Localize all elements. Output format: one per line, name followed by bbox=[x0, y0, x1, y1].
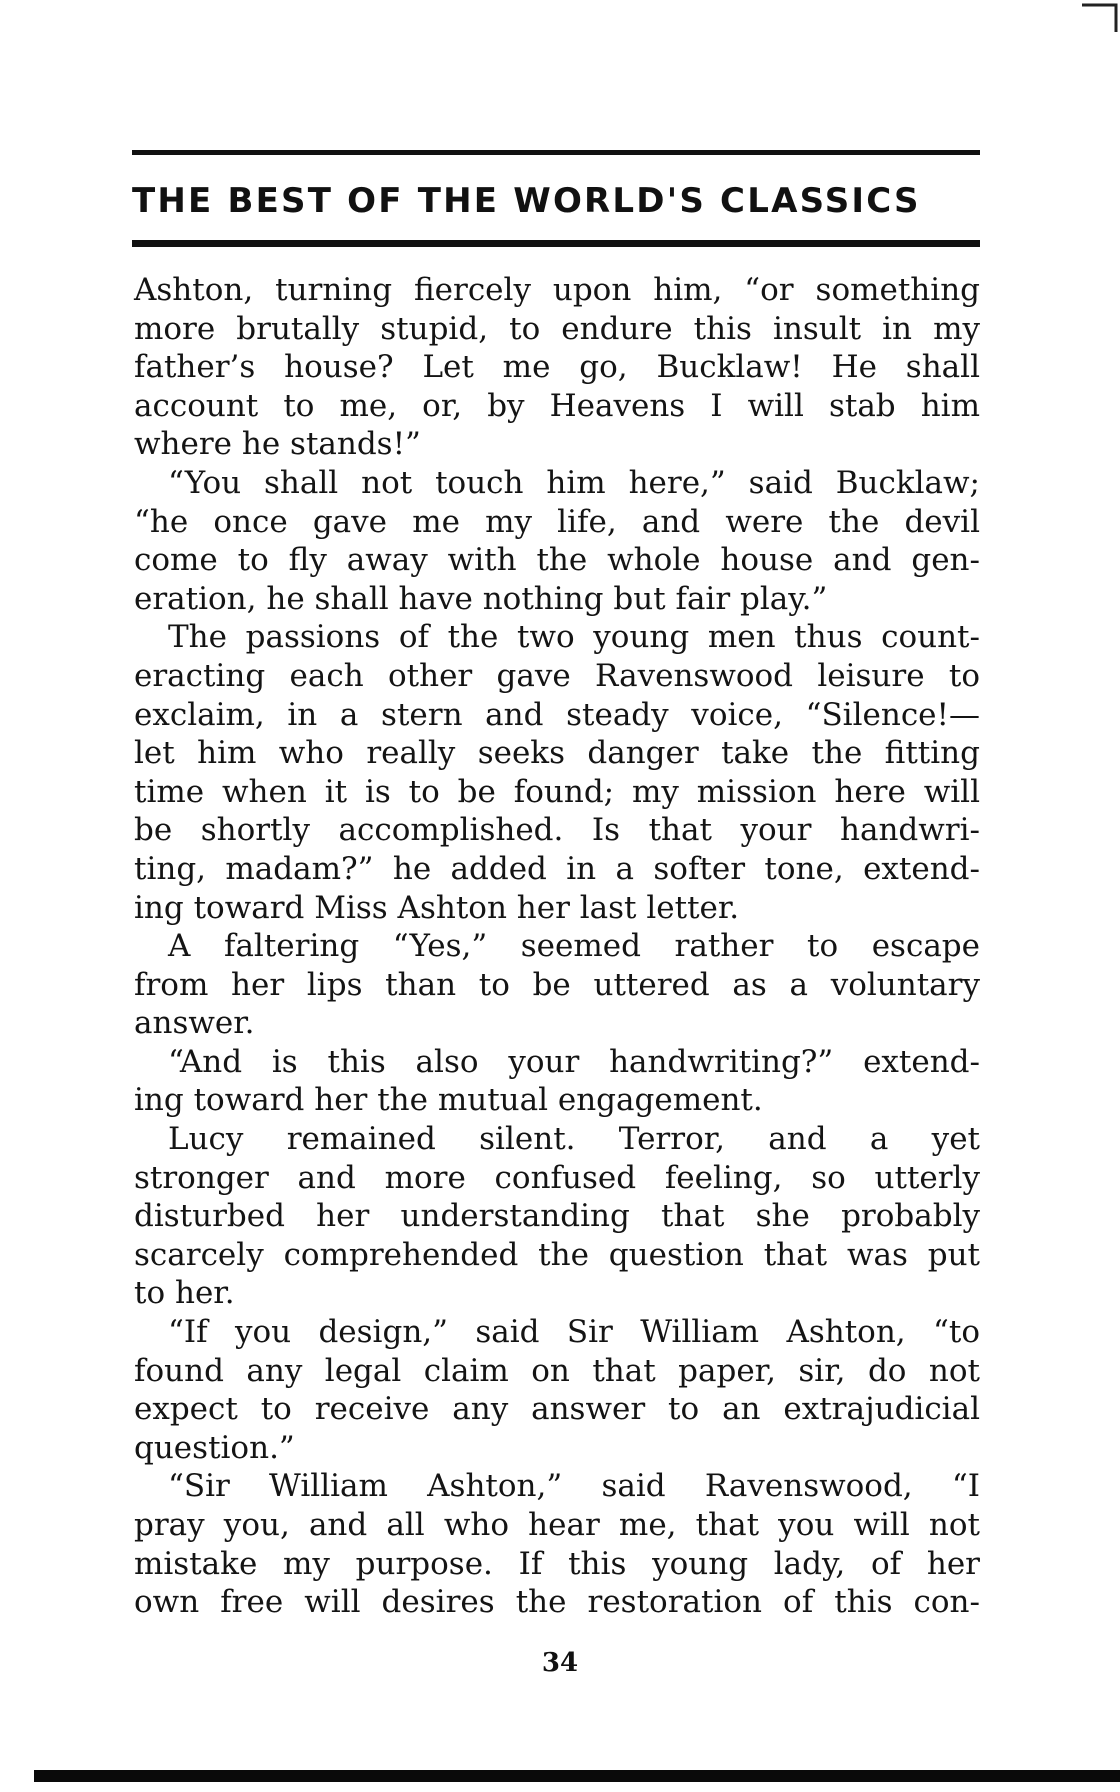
text-line: Ashton, turning fiercely upon him, “or something bbox=[134, 272, 980, 308]
text-line: come to fly away with the whole house and gen- bbox=[134, 542, 980, 579]
page-number: 34 bbox=[541, 1648, 579, 1678]
text-line: let him who really seeks danger take the fitting bbox=[134, 735, 980, 772]
text-line: more brutally stupid, to endure this insult in my bbox=[134, 310, 980, 347]
text-line: mistake my purpose. If this young lady, of her bbox=[134, 1545, 980, 1582]
text-line: eracting each other gave Ravenswood leisure to bbox=[134, 657, 980, 694]
text-line: “And is this also your handwriting?” extend- bbox=[168, 1043, 980, 1080]
text-line: be shortly accomplished. Is that your handwri- bbox=[134, 812, 980, 849]
text-line: A faltering “Yes,” seemed rather to escape bbox=[168, 928, 980, 965]
text-line: from her lips than to be uttered as a voluntary bbox=[134, 966, 980, 1003]
text-line: exclaim, in a stern and steady voice, “Silence!— bbox=[134, 696, 980, 733]
corner-smudge-mark bbox=[1080, 0, 1120, 36]
text-line: ting, madam?” he added in a softer tone, extend- bbox=[134, 850, 980, 887]
header-bottom-rule bbox=[132, 240, 980, 247]
header-top-rule bbox=[132, 150, 980, 155]
text-line: The passions of the two young men thus count- bbox=[168, 619, 980, 656]
text-line: scarcely comprehended the question that was put bbox=[134, 1236, 980, 1273]
text-line: Lucy remained silent. Terror, and a yet bbox=[168, 1121, 980, 1158]
running-header-title: THE BEST OF THE WORLD'S CLASSICS bbox=[132, 181, 921, 221]
text-line: question.” bbox=[134, 1429, 295, 1466]
text-line: own free will desires the restoration of this con- bbox=[134, 1584, 980, 1621]
text-line: found any legal claim on that paper, sir, do not bbox=[134, 1352, 980, 1389]
text-line: father’s house? Let me go, Bucklaw! He shall bbox=[134, 349, 980, 386]
text-line: time when it is to be found; my mission here will bbox=[134, 773, 980, 810]
text-line: “he once gave me my life, and were the devil bbox=[134, 503, 980, 540]
text-line: expect to receive any answer to an extrajudicial bbox=[134, 1391, 980, 1428]
text-line: ing toward Miss Ashton her last letter. bbox=[134, 889, 740, 926]
page-body-text bbox=[134, 271, 980, 1622]
text-line: “You shall not touch him here,” said Bucklaw; bbox=[168, 464, 980, 501]
text-line: answer. bbox=[134, 1005, 255, 1042]
text-line: to her. bbox=[134, 1275, 235, 1312]
text-line: ing toward her the mutual engagement. bbox=[134, 1082, 763, 1119]
page-edge-bar bbox=[34, 1770, 1120, 1782]
text-line: “Sir William Ashton,” said Ravenswood, “I bbox=[168, 1468, 980, 1505]
text-line: “If you design,” said Sir William Ashton, “to bbox=[168, 1314, 980, 1351]
text-line: eration, he shall have nothing but fair play.” bbox=[134, 580, 828, 617]
text-line: stronger and more confused feeling, so utterly bbox=[134, 1159, 980, 1196]
text-line: pray you, and all who hear me, that you will not bbox=[134, 1507, 980, 1543]
text-line: where he stands!” bbox=[134, 426, 421, 463]
text-line: disturbed her understanding that she probably bbox=[134, 1198, 980, 1235]
text-line: account to me, or, by Heavens I will stab him bbox=[134, 387, 980, 424]
